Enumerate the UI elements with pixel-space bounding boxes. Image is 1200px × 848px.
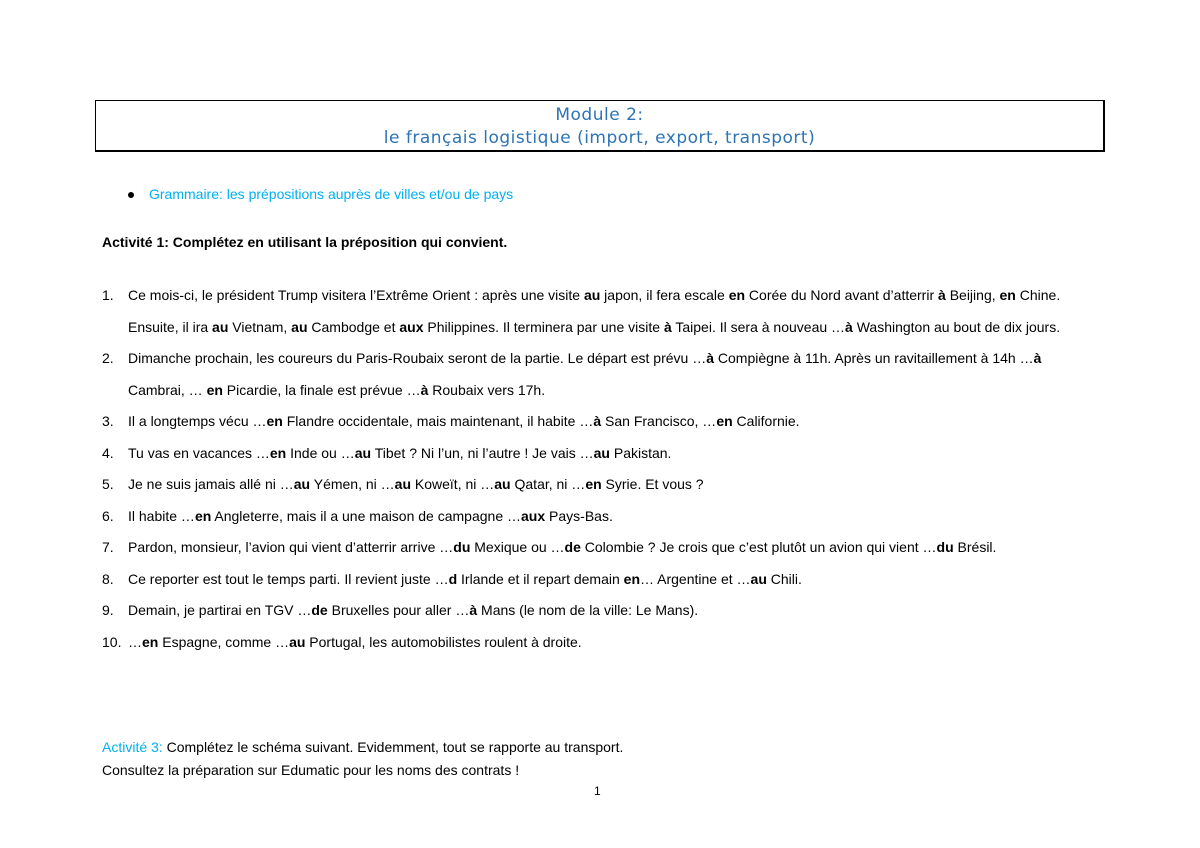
preposition-answer: en [585, 476, 602, 492]
exercise-text [128, 406, 1102, 438]
activity-3-instruction: Consultez la préparation sur Edumatic pour les noms des contrats ! [102, 762, 520, 778]
exercise-text-segment: Portugal, les automobilistes roulent à droite. [305, 633, 582, 650]
exercise-text-segment: Dimanche prochain, les coureurs du Paris-Roubaix seront de la partie. Le départ est prévu … [128, 350, 707, 366]
exercise-text-segment: Compiègne à 11h. Après un ravitaillement à 14h … [714, 350, 1034, 366]
activity-3-label: Activité 3: [102, 739, 163, 755]
exercise-text-segment: Chine. Ensuite, il ira [128, 287, 1061, 335]
preposition-answer: à [845, 318, 853, 335]
preposition-answer: au [394, 476, 411, 492]
exercise-text-segment: Roubaix vers 17h. [428, 381, 546, 398]
preposition-answer: en [266, 413, 283, 429]
exercise-text-segment: Je ne suis jamais allé ni … [128, 476, 294, 492]
preposition-answer: à [706, 350, 714, 366]
exercise-text-segment: Corée du Nord avant d’atterrir [745, 287, 939, 303]
preposition-answer: d [448, 570, 458, 587]
exercise-number: 7. [102, 539, 114, 555]
exercise-text-segment: Ce reporter est tout le temps parti. Il revient juste … [128, 570, 449, 587]
exercise-number: 2. [102, 350, 114, 366]
preposition-answer: en [999, 287, 1016, 303]
page-number: 1 [594, 784, 601, 798]
grammar-bullet-text: Grammaire: les prépositions auprès de villes et/ou de pays [149, 186, 514, 202]
preposition-answer: au [291, 318, 308, 335]
exercise-item [102, 564, 1102, 596]
exercise-text-segment: Yémen, ni … [310, 476, 395, 492]
exercise-number: 8. [102, 570, 114, 587]
exercise-text-segment: Cambodge et [307, 318, 400, 335]
exercise-item [102, 469, 1102, 501]
exercise-text [128, 595, 1102, 627]
exercise-text-segment: San Francisco, … [601, 413, 717, 429]
exercise-text-segment: Syrie. Et vous ? [601, 476, 704, 492]
exercise-text [128, 627, 1102, 659]
activity-3-text: Complétez le schéma suivant. Evidemment, tout se rapporte au transport. [162, 739, 624, 755]
exercise-text-segment: … Argentine et … [640, 570, 751, 587]
exercise-text-segment: Tibet ? Ni l’un, ni l’autre ! Je vais … [371, 444, 594, 461]
exercise-text-segment: Vietnam, [228, 318, 292, 335]
preposition-answer: en [142, 633, 159, 650]
preposition-answer: au [293, 476, 311, 492]
module-title: Module 2: [555, 105, 644, 125]
exercise-text-segment: Mexique ou … [470, 539, 565, 555]
preposition-answer: au [212, 318, 229, 335]
exercise-text [128, 532, 1102, 564]
preposition-answer: en [194, 507, 212, 524]
bullet-dot-icon [128, 192, 134, 198]
exercise-text-segment: japon, il fera escale [600, 287, 729, 303]
preposition-answer: en [269, 444, 287, 461]
preposition-answer: à [469, 602, 478, 618]
exercise-text [128, 438, 1102, 470]
exercise-text-segment: Taipei. Il sera à nouveau … [671, 318, 846, 335]
exercise-list [102, 280, 1102, 658]
exercise-text [128, 564, 1102, 596]
exercise-text-segment: Picardie, la finale est prévue … [222, 381, 421, 398]
exercise-text-segment: Pays-Bas. [545, 507, 613, 524]
preposition-answer: au [494, 476, 511, 492]
exercise-number: 6. [102, 507, 114, 524]
module-subtitle: le français logistique (import, export, transport) [383, 128, 816, 148]
exercise-text-segment: Chili. [766, 570, 802, 587]
preposition-answer: au [289, 633, 306, 650]
exercise-text-segment: Philippines. Il terminera par une visite [423, 318, 664, 335]
exercise-text [128, 501, 1102, 533]
preposition-answer: au [354, 444, 372, 461]
preposition-answer: au [593, 444, 610, 461]
exercise-item [102, 343, 1102, 406]
module-title-box [95, 100, 1105, 152]
exercise-text-segment: Pardon, monsieur, l’avion qui vient d’atterrir arrive … [128, 539, 454, 555]
exercise-text [128, 343, 1102, 406]
exercise-text-segment: Ce mois-ci, le président Trump visitera l’Extrême Orient : après une visite [128, 287, 584, 303]
preposition-answer: à [420, 381, 429, 398]
preposition-answer: au [750, 570, 767, 587]
preposition-answer: à [938, 287, 946, 303]
exercise-text [128, 280, 1102, 343]
preposition-answer: en [623, 570, 641, 587]
exercise-text-segment: Inde ou … [286, 444, 355, 461]
exercise-number: 10. [102, 633, 122, 650]
exercise-text-segment: Il a longtemps vécu … [128, 413, 267, 429]
exercise-item [102, 627, 1102, 659]
preposition-answer: du [936, 539, 954, 555]
preposition-answer: à [593, 413, 602, 429]
exercise-text-segment: Bruxelles pour aller … [327, 602, 470, 618]
exercise-text-segment: Angleterre, mais il a une maison de campagne … [211, 507, 522, 524]
exercise-text-segment: Mans (le nom de la ville: Le Mans). [477, 602, 699, 618]
exercise-text-segment: Brésil. [953, 539, 997, 555]
exercise-item [102, 501, 1102, 533]
grammar-bullet [128, 186, 513, 202]
exercise-number: 4. [102, 444, 114, 461]
exercise-text-segment: Irlande et il repart demain [457, 570, 624, 587]
preposition-answer: de [311, 602, 328, 618]
exercise-text-segment: Qatar, ni … [510, 476, 586, 492]
activity-1-heading: Activité 1: Complétez en utilisant la préposition qui convient. [102, 234, 508, 250]
exercise-text-segment: … [128, 633, 142, 650]
exercise-text-segment: Washington au bout de dix jours. [852, 318, 1061, 335]
exercise-text-segment: Californie. [732, 413, 800, 429]
exercise-text-segment: Flandre occidentale, mais maintenant, il habite … [282, 413, 594, 429]
preposition-answer: en [206, 381, 223, 398]
exercise-text-segment: Colombie ? Je crois que c’est plutôt un avion qui vient … [580, 539, 937, 555]
preposition-answer: du [453, 539, 471, 555]
activity-3 [102, 736, 623, 782]
exercise-number: 3. [102, 413, 114, 429]
exercise-item [102, 406, 1102, 438]
exercise-text-segment: Demain, je partirai en TGV … [128, 602, 312, 618]
exercise-text-segment: Cambrai, … [128, 381, 207, 398]
preposition-answer: à [663, 318, 672, 335]
exercise-text-segment: Koweït, ni … [411, 476, 495, 492]
preposition-answer: aux [521, 507, 546, 524]
exercise-text-segment: Il habite … [128, 507, 195, 524]
exercise-item [102, 280, 1102, 343]
exercise-number: 1. [102, 287, 114, 303]
preposition-answer: aux [399, 318, 424, 335]
exercise-text [128, 469, 1102, 501]
preposition-answer: à [1033, 350, 1042, 366]
exercise-number: 9. [102, 602, 114, 618]
exercise-text-segment: Beijing, [945, 287, 1000, 303]
exercise-item [102, 532, 1102, 564]
preposition-answer: en [716, 413, 733, 429]
exercise-item [102, 595, 1102, 627]
preposition-answer: de [564, 539, 581, 555]
exercise-text-segment: Pakistan. [609, 444, 672, 461]
preposition-answer: au [583, 287, 601, 303]
exercise-number: 5. [102, 476, 114, 492]
exercise-text-segment: Tu vas en vacances … [128, 444, 270, 461]
exercise-text-segment: Espagne, comme … [158, 633, 290, 650]
preposition-answer: en [728, 287, 746, 303]
exercise-item [102, 438, 1102, 470]
